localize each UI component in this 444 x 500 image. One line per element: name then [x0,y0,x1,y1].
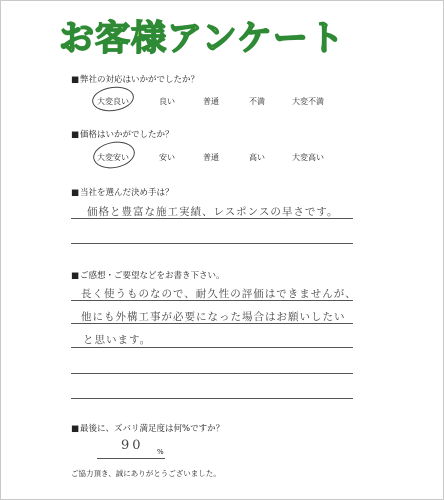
q1-selection-circle [91,84,136,114]
q4-answer-line-3 [71,347,353,348]
question-4-label: ご感想・ご要望などをお書き下さい。 [80,271,225,281]
question-1-bullet: ■ [71,75,80,85]
question-3 [71,186,174,198]
question-5 [71,422,224,434]
question-2 [71,128,174,140]
q1-option-3[interactable]: 普通 [203,97,219,106]
q5-answer-line [97,458,165,459]
question-2-label: 価格はいかがでしたか？ [80,130,174,140]
q2-option-5[interactable]: 大変高い [292,153,324,162]
question-3-bullet: ■ [71,188,80,198]
q2-option-2[interactable]: 安い [159,153,175,162]
q2-option-1[interactable]: 大変安い [97,153,129,162]
question-1 [71,73,199,85]
question-4-bullet: ■ [71,271,80,281]
question-4 [71,269,225,281]
q4-handwritten-line-2: 他にも外構工事が必要になった場合はお願いしたい [81,311,346,323]
q4-answer-line-1 [71,300,353,301]
q1-option-4[interactable]: 不満 [249,97,265,106]
survey-title: お客様アンケート [59,19,345,59]
q4-answer-line-4 [71,373,353,374]
q2-option-4[interactable]: 高い [249,153,265,162]
question-5-bullet: ■ [71,424,80,434]
q5-handwritten-answer: 90 [121,438,144,453]
q4-answer-line-2 [71,323,353,324]
question-2-bullet: ■ [71,130,80,140]
q4-handwritten-line-3: と思います。 [83,334,152,346]
q3-handwritten-answer: 価格と豊富な施工実績、レスポンスの早さです。 [87,206,339,218]
q4-handwritten-line-1: 長く使うものなので、耐久性の評価はできませんが、 [81,288,357,300]
closing-thanks: ご協力頂き、誠にありがとうございました。 [71,469,221,478]
q5-percent-unit: % [157,448,164,456]
q1-option-5[interactable]: 大変不満 [292,97,324,106]
question-3-label: 当社を選んだ決め手は？ [80,188,174,198]
q2-option-3[interactable]: 普通 [203,153,219,162]
q3-answer-line-2 [71,243,353,244]
q1-option-1[interactable]: 大変良い [97,97,129,106]
q4-answer-line-5 [71,398,353,399]
question-5-label: 最後に、ズバリ満足度は何%ですか？ [80,424,225,434]
question-1-label: 弊社の対応はいかがでしたか？ [80,75,200,85]
q3-answer-line-1 [71,218,353,219]
q1-option-2[interactable]: 良い [159,97,175,106]
q2-selection-circle [91,139,137,172]
